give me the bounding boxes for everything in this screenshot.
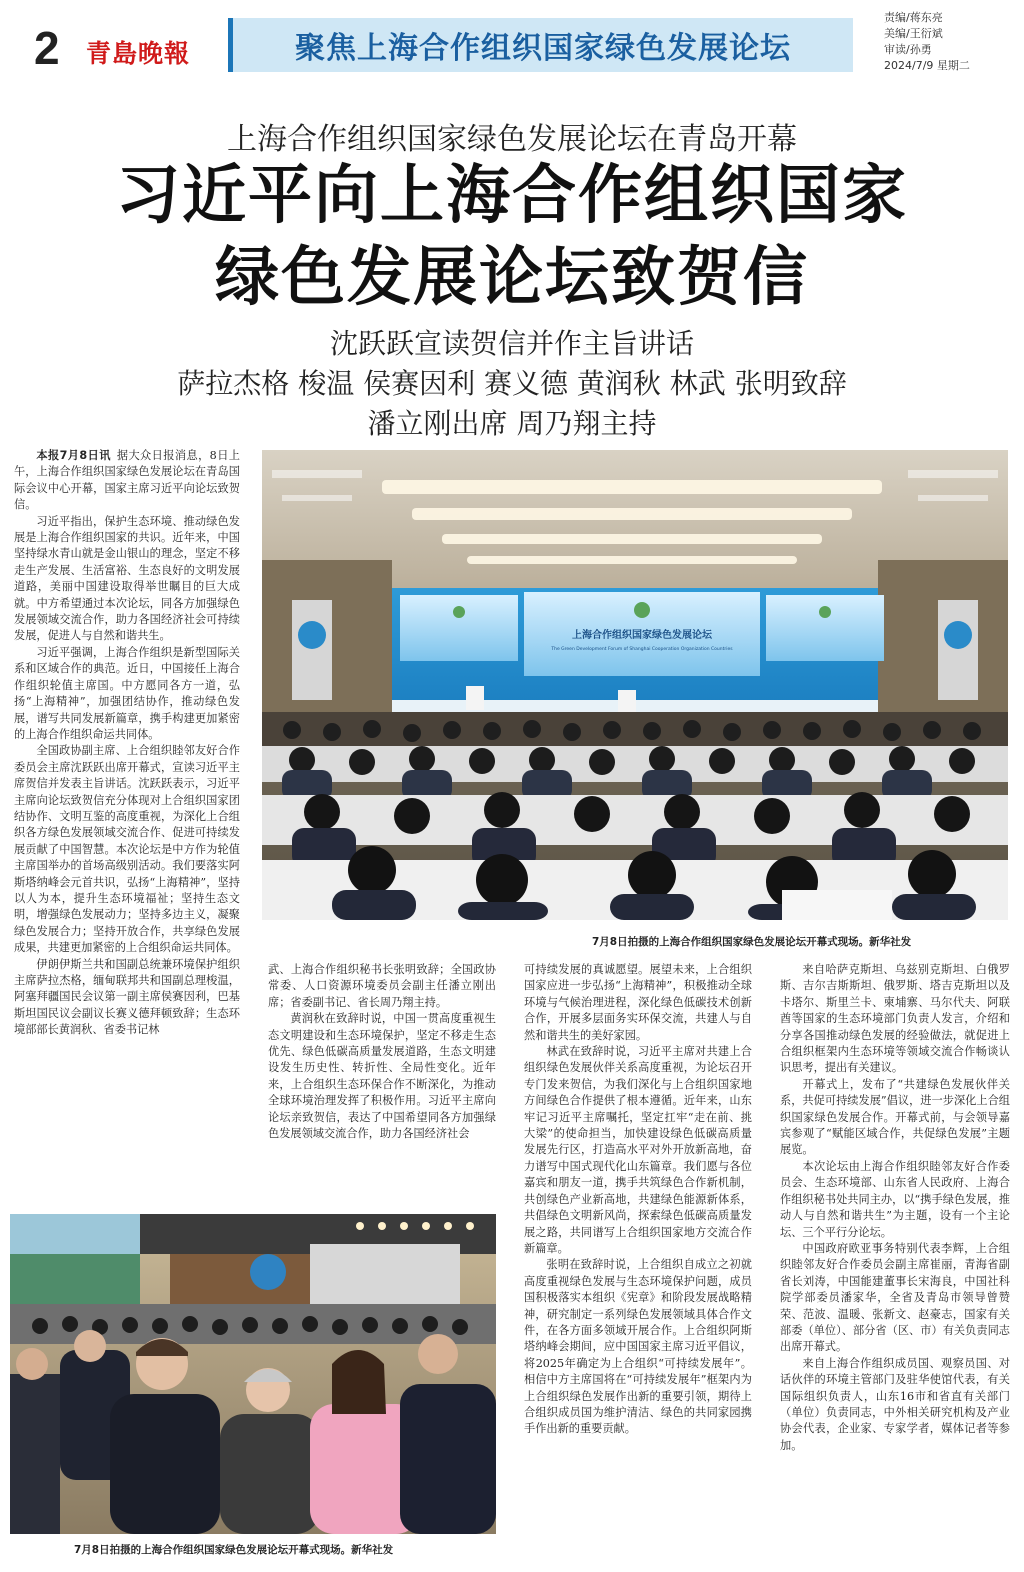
- article-column-1: [14, 448, 240, 1088]
- editor-line: 审读/孙勇: [884, 43, 932, 56]
- section-banner: [228, 18, 853, 72]
- section-title: 聚焦上海合作组织国家绿色发展论坛: [295, 31, 791, 66]
- article-paragraph: 来自上海合作组织成员国、观察员国、对话伙伴的环境主管部门及驻华使馆代表，有关国际组织负责人，山东16市和省直有关部门（单位）负责同志，中外相关研究机构及产业协会代表，企业家、专家学者，媒体记者等参加。: [780, 1356, 1010, 1452]
- main-headline-line2: 绿色发展论坛致贺信: [215, 241, 809, 315]
- subheadline-1: 沈跃跃宣读贺信并作主旨讲话: [329, 327, 694, 360]
- article-paragraph: 中国政府欧亚事务特别代表李辉，上合组织睦邻友好合作委员会副主席崔丽，青海省副省长刘涛，中国能建董事长宋海良，中国社科院学部委员潘家华，全省及青岛市领导曾赞荣、范波、温暖、张新文、赵豪志，国家有关部委（单位）、部分省（区、市）有关负责同志出席开幕式。: [780, 1241, 1010, 1354]
- screen-title: 上海合作组织国家绿色发展论坛: [572, 630, 712, 641]
- article-paragraph: 张明在致辞时说，上合组织自成立之初就高度重视绿色发展与生态环境保护问题，成员国积极落实本组织《宪章》和阶段发展战略精神，研究制定一系列绿色发展领域具体合作文件，在各方面多领域开展合作。上合组织阿斯塔纳峰会期间，应中国国家主席习近平倡议，将2025年确定为上合组织“可持续发展年”。相信中方主席国将在“可持续发展年”框架内为上合组织绿色发展作出新的重要引领，期待上合组织成员国为维护清洁、绿色的共同家园携手作出新的重要贡献。: [524, 1258, 752, 1436]
- article-paragraph: 林武在致辞时说，习近平主席对共建上合组织绿色发展伙伴关系高度重视，为论坛召开专门发来贺信，为我们深化与上合组织国家地方间绿色合作提供了根本遵循。近年来，山东牢记习近平主席嘱托，坚定扛牢“走在前、挑大梁”的使命担当，加快建设绿色低碳高质量发展先行区，打造高水平对外开放新高地，奋力谱写中国式现代化山东篇章。我们愿与各位嘉宾和朋友一道，携手共筑绿色合作新机制，共创绿色产业新高地，共建绿色能源新体系，共倡绿色文明新风尚，探索绿色低碳高质量发展之路，共同谱写上合组织国家地方交流合作新篇章。: [524, 1045, 752, 1255]
- article-paragraph: 可持续发展的真诚愿望。展望未来，上合组织国家应进一步弘扬“上海精神”，积极推动全球环境与气候治理进程，深化绿色低碳技术创新合作，开展多层面务实环保交流，共建人与自然和谐共生的美好家园。: [524, 963, 752, 1042]
- article-column-4: [780, 962, 1010, 1566]
- main-headline-line1: 习近平向上海合作组织国家: [116, 159, 908, 233]
- editor-line: 美编/王衍斌: [884, 27, 943, 40]
- editor-credits: [884, 10, 970, 74]
- second-photo: [10, 1214, 496, 1534]
- article-paragraph: 武、上海合作组织秘书长张明致辞；全国政协常委、人口资源环境委员会副主任潘立刚出席；省委副书记、省长周乃翔主持。: [268, 963, 496, 1009]
- article-paragraph: 开幕式上，发布了“共建绿色发展伙伴关系，共促可持续发展”倡议，进一步深化上合组织国家绿色发展合作。开幕式前，与会领导嘉宾参观了“赋能区域合作，共促绿色发展”主题展览。: [780, 1077, 1010, 1157]
- page-number: 2: [34, 22, 60, 74]
- article-paragraph: 习近平强调，上海合作组织是新型国际关系和区域合作的典范。近日，中国接任上海合作组织轮值主席国。中方愿同各方一道，弘扬“上海精神”，加强团结协作，推动绿色发展，谱写共同发展新篇章，携手构建更加紧密的上海合作组织命运共同体。: [14, 645, 240, 741]
- subheadline-2: 萨拉杰格 梭温 侯赛因利 赛义德 黄润秋 林武 张明致辞: [177, 367, 847, 400]
- article-column-2: [268, 962, 496, 1194]
- article-paragraph: [14, 448, 240, 514]
- second-photo-caption: 7月8日拍摄的上海合作组织国家绿色发展论坛开幕式现场。新华社发: [74, 1544, 394, 1556]
- main-photo: [262, 450, 1008, 920]
- article-paragraph: 伊朗伊斯兰共和国副总统兼环境保护组织主席萨拉杰格，缅甸联邦共和国副总理梭温，阿塞拜疆国民会议第一副主席侯赛因利，巴基斯坦国民议会副议长赛义德拜顿致辞；生态环境部部长黄润秋、省委书记林: [14, 957, 240, 1037]
- article-paragraph: 本次论坛由上海合作组织睦邻友好合作委员会、生态环境部、山东省人民政府、上海合作组织秘书处共同主办，以“携手绿色发展，推动人与自然和谐共生”为主题，设有一个主论坛、三个平行分论坛。: [780, 1159, 1010, 1239]
- paragraph-text: 据大众日报消息，8日上午，上海合作组织国家绿色发展论坛在青岛国际会议中心开幕，国家主席习近平向论坛致贺信。: [14, 449, 240, 512]
- article-column-3: [524, 962, 752, 1566]
- main-photo-caption: 7月8日拍摄的上海合作组织国家绿色发展论坛开幕式现场。新华社发: [592, 936, 912, 948]
- article-paragraph: 习近平指出，保护生态环境、推动绿色发展是上海合作组织国家的共识。近年来，中国坚持绿水青山就是金山银山的理念，坚定不移走生产发展、生活富裕、生态良好的文明发展道路，美丽中国建设取得举世瞩目的巨大成就。中方希望通过本次论坛，同各方加强绿色发展领域交流合作，助力各国经济社会可持续发展，促进人与自然和谐共生。: [14, 514, 240, 643]
- headline-kicker: 上海合作组织国家绿色发展论坛在青岛开幕: [227, 122, 797, 157]
- dateline: 本报7月8日讯: [36, 449, 111, 462]
- screen-subtitle: The Green Development Forum of Shanghai Cooperation Organization Countries: [551, 647, 733, 652]
- subheadline-3: 潘立刚出席 周乃翔主持: [367, 407, 657, 440]
- newspaper-logo: 青島晚報: [86, 39, 191, 68]
- article-paragraph: 来自哈萨克斯坦、乌兹别克斯坦、白俄罗斯、吉尔吉斯斯坦、俄罗斯、塔吉克斯坦以及卡塔尔、斯里兰卡、柬埔寨、马尔代夫、阿联酋等国家的生态环境部门负责人发言，介绍和分享各国推动绿色发展的经验做法，就促进上合组织框架内生态环境等领域交流合作畅谈认识思考，提出有关建议。: [780, 963, 1010, 1075]
- article-paragraph: 黄润秋在致辞时说，中国一贯高度重视生态文明建设和生态环境保护，坚定不移走生态优先、绿色低碳高质量发展道路，生态文明建设发生历史性、转折性、全局性变化。近年来，上合组织生态环保合作不断深化，为推动全球环境治理发挥了积极作用。习近平主席向论坛亲致贺信，表达了中国希望同各方加强绿色发展领域交流合作，助力各国经济社会: [268, 1012, 496, 1141]
- issue-date: 2024/7/9 星期二: [884, 59, 970, 72]
- article-paragraph: 全国政协副主席、上合组织睦邻友好合作委员会主席沈跃跃出席开幕式，宣读习近平主席贺信并发表主旨讲话。沈跃跃表示，习近平主席向论坛致贺信充分体现对上合组织国家团结协作、文明互鉴的高度重视，为深化上合组织各方绿色发展领域交流合作、促进可持续发展贡献了中国智慧。本次论坛是中方作为轮值主席国举办的首场高级别活动。我们要落实阿斯塔纳峰会元首共识，弘扬“上海精神”，坚持以人为本，提升生态环境福祉；坚持生态文明，增强绿色发展动力；坚持多边主义，凝聚绿色发展合力；坚持开放合作，共享绿色发展成果，共建更加紧密的上合组织命运共同体。: [14, 744, 240, 955]
- editor-line: 责编/蒋东亮: [884, 11, 943, 24]
